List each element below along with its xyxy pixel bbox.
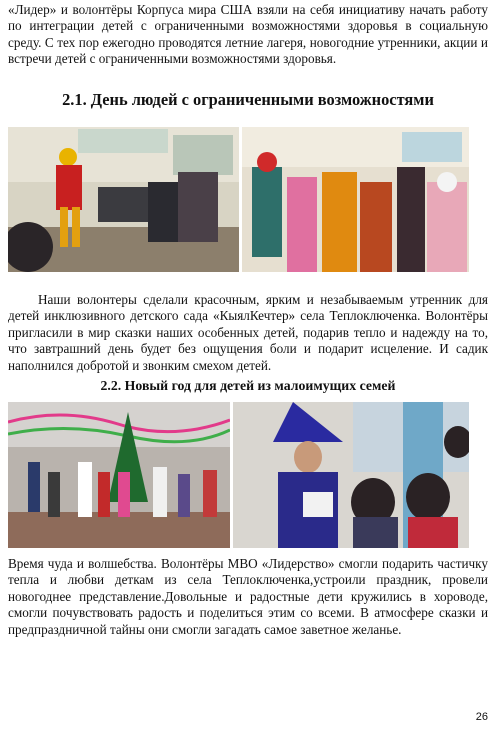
section-heading-2: 2.2. Новый год для детей из малоимущих семей — [100, 378, 396, 393]
section-heading-1: 2.1. День людей с ограниченными возможностями — [62, 90, 434, 109]
section2-paragraph: Время чуда и волшебства. Волонтёры МВО «Лидерство» смогли подарить частичку тепла и любви деткам из села Теплоключенка,устроили праздник, провели новогоднее представление.Довольные и радостные дети кружились в хороводе, смогли почувствовать радость и поделиться этим со всеми. В атмосфере сказки и предпраздничной тайны они смогли загадать самое заветное желанье. — [8, 556, 488, 637]
photo-costume-performance — [8, 127, 239, 272]
page-number: 26 — [475, 711, 488, 723]
photo-wizard-with-children — [233, 402, 469, 548]
photo-costumed-volunteers — [242, 127, 469, 272]
section1-paragraph: Наши волонтеры сделали красочным, ярким и незабываемым утренник для детей инклюзивного детского сада «КыялКечтер» села Теплоключенка. Волонтёры пригласили в мир сказки наших особенных детей, подарив тепло и надежду на то, что завтрашний день будет без ощущения боли и подарит исцеление. И садик наполнился добротой и звонким смехом детей. — [8, 292, 488, 373]
photo-new-year-party — [8, 402, 230, 548]
intro-paragraph: «Лидер» и волонтёры Корпуса мира США взяли на себя инициативу начать работу по интеграции детей с ограниченными возможностями здоровья в социальную среду. С тех пор ежегодно проводятся летние лагеря, новогодние утренники, акции и встречи детей с ограниченными возможностями здоровья. — [8, 2, 488, 67]
